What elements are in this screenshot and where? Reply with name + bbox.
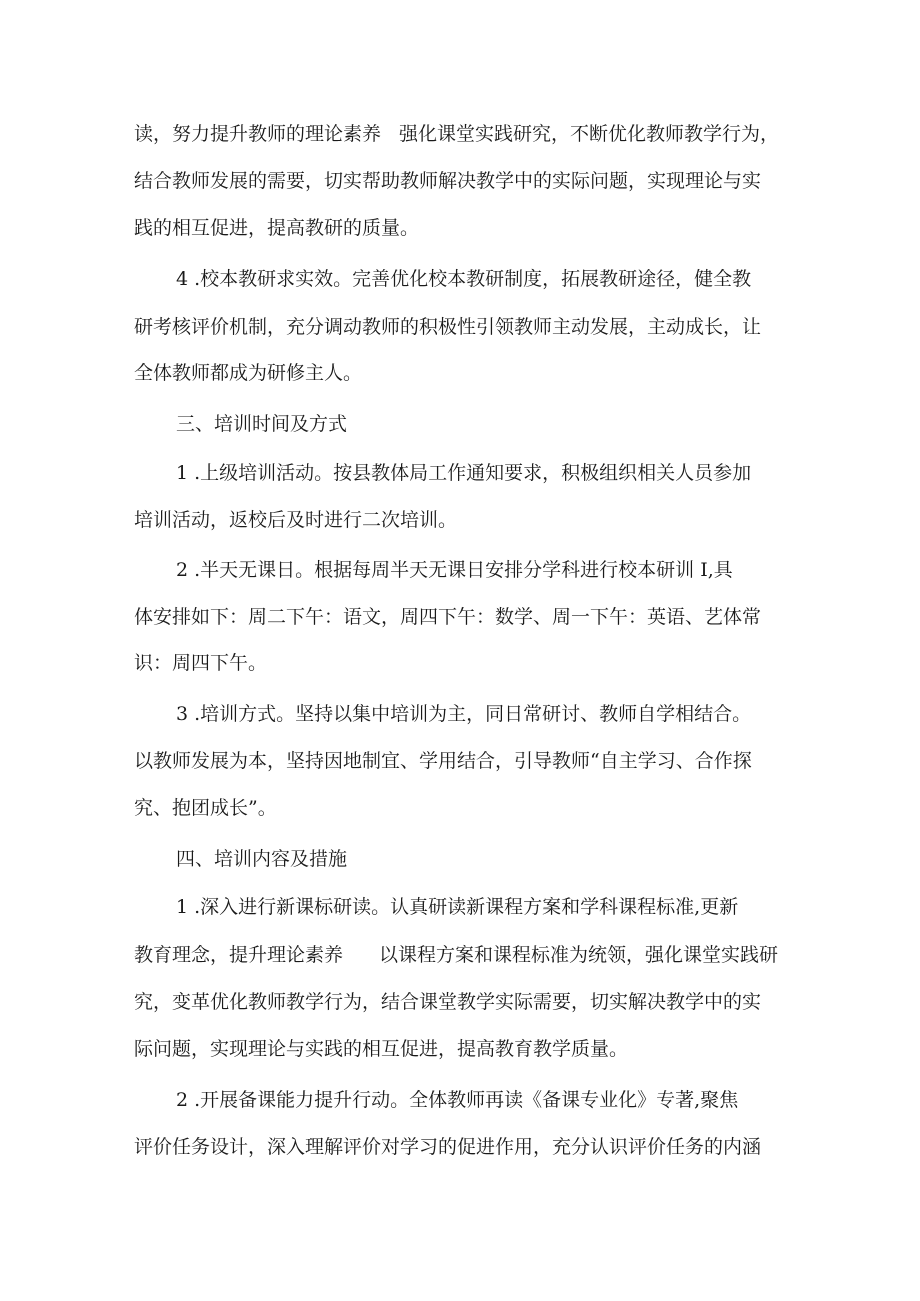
text-segment: 教育理念，提升理论素养 xyxy=(134,944,344,966)
text-segment: 3 .培训方式。坚持以集中培训为主，同日常研讨、教师自学相结合。 xyxy=(176,703,752,725)
paragraph-line xyxy=(0,643,920,683)
paragraph-line xyxy=(0,453,920,493)
text-segment: 研考核评价机制，充分调动教师的积极性引领教师主动发展，主动成长，让 xyxy=(134,316,762,338)
text-segment: 际问题，实现理论与实践的相互促进，提高教育教学质量。 xyxy=(134,1038,629,1060)
paragraph-line xyxy=(0,741,920,781)
paragraph-line xyxy=(0,982,920,1022)
text-segment: 4 .校本教研求实效。完善优化校本教研制度，拓展教研途径，健全教 xyxy=(176,268,752,290)
text-segment: 以课程方案和课程标准为统领，强化课堂实践研 xyxy=(379,944,779,966)
paragraph-line xyxy=(0,114,920,154)
paragraph-line xyxy=(0,597,920,637)
paragraph-line xyxy=(0,259,920,299)
paragraph-line xyxy=(0,161,920,201)
paragraph-line xyxy=(0,1029,920,1069)
text-segment: 全体教师都成为研修主人。 xyxy=(134,362,363,384)
text-segment: 培训活动，返校后及时进行二次培训。 xyxy=(134,509,458,531)
paragraph-line xyxy=(0,788,920,828)
paragraph-line xyxy=(0,1080,920,1120)
text-segment: 读，努力提升教师的理论素养 xyxy=(134,123,382,145)
paragraph-line xyxy=(0,1127,920,1167)
text-segment: 体安排如下：周二下午：语文，周四下午：数学、周一下午：英语、艺体常 xyxy=(134,606,762,628)
text-segment: 三、培训时间及方式 xyxy=(176,413,348,435)
text-segment: 结合教师发展的需要，切实帮助教师解决教学中的实际问题，实现理论与实 xyxy=(134,170,762,192)
text-segment: 2 .开展备课能力提升行动。全体教师再读《备课专业化》专著,聚焦 xyxy=(176,1089,739,1111)
paragraph-line xyxy=(0,550,920,590)
text-segment: 以教师发展为本，坚持因地制宜、学用结合，引导教师“自主学习、合作探 xyxy=(134,750,752,772)
section-heading xyxy=(0,404,920,444)
paragraph-line xyxy=(0,694,920,734)
paragraph-line xyxy=(0,208,920,248)
text-segment: 强化课堂实践研究，不断优化教师教学行为， xyxy=(399,123,780,145)
section-heading xyxy=(0,839,920,879)
text-segment: 究、抱团成长”。 xyxy=(134,797,277,819)
paragraph-line xyxy=(0,935,920,975)
paragraph-line xyxy=(0,307,920,347)
paragraph-line xyxy=(0,500,920,540)
paragraph-line xyxy=(0,353,920,393)
text-segment: 2 .半天无课日。根据每周半天无课日安排分学科进行校本研训 I,具 xyxy=(176,559,733,581)
text-segment: 究，变革优化教师教学行为，结合课堂教学实际需要，切实解决教学中的实 xyxy=(134,991,762,1013)
text-segment: 四、培训内容及措施 xyxy=(176,848,348,870)
text-segment: 识：周四下午。 xyxy=(134,652,268,674)
text-segment: 践的相互促进，提高教研的质量。 xyxy=(134,217,420,239)
text-segment: 1 .上级培训活动。按县教体局工作通知要求，积极组织相关人员参加 xyxy=(176,462,752,484)
paragraph-line xyxy=(0,887,920,927)
text-segment: 1 .深入进行新课标研读。认真研读新课程方案和学科课程标准,更新 xyxy=(176,896,739,918)
text-segment: 评价任务设计，深入理解评价对学习的促进作用，充分认识评价任务的内涵 xyxy=(134,1136,762,1158)
